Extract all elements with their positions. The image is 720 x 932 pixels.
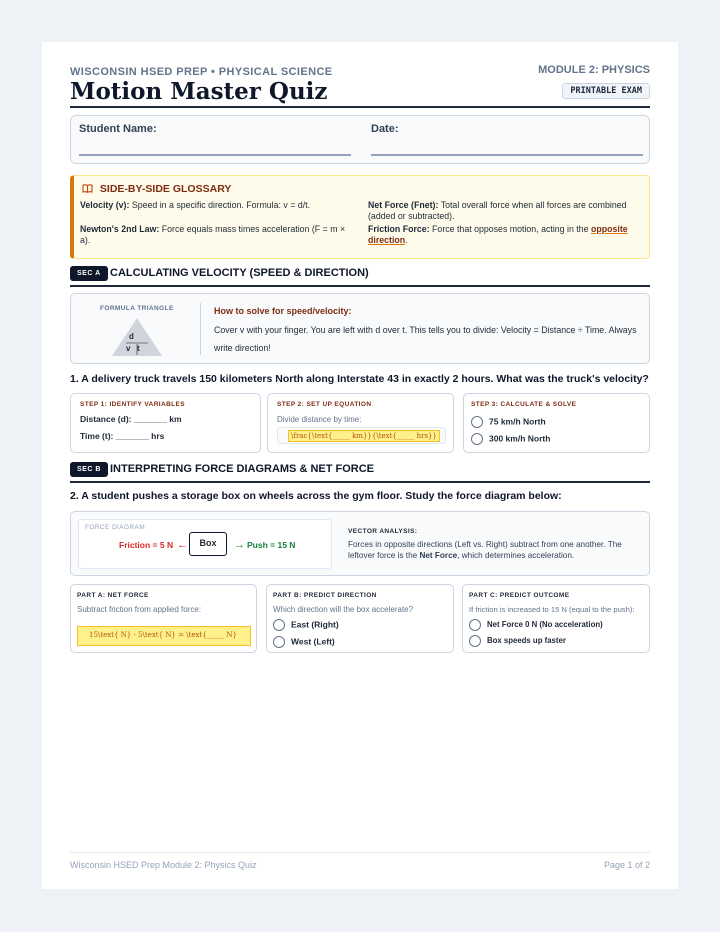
net-force-term: Net Force (Fnet): xyxy=(368,200,439,210)
part-a-title: PART A: NET FORCE xyxy=(77,592,149,599)
glossary-title: SIDE-BY-SIDE GLOSSARY xyxy=(99,183,232,195)
section-a-divider xyxy=(70,285,650,287)
option-label: East (Right) xyxy=(291,619,339,630)
student-info-box xyxy=(70,115,650,164)
option-75-kmh[interactable] xyxy=(471,416,546,428)
section-b-divider xyxy=(70,481,650,483)
friction-term: Friction Force: xyxy=(368,224,430,234)
section-a-header xyxy=(70,266,650,286)
step-2-hint: Divide distance by time: xyxy=(277,415,362,424)
time-field[interactable]: Time (t): _______ hrs xyxy=(80,431,165,441)
glossary-newton xyxy=(80,224,350,246)
section-a-tag: SEC A xyxy=(70,266,108,281)
module-label: MODULE 2: PHYSICS xyxy=(538,64,650,76)
option-label: West (Left) xyxy=(291,636,335,647)
box-object: Box xyxy=(189,532,227,556)
option-label: Net Force 0 N (No acceleration) xyxy=(487,620,603,630)
newton-definition: Force equals mass times acceleration (F = m × a). xyxy=(80,224,346,245)
glossary-friction xyxy=(368,224,646,246)
triangle-t: t xyxy=(137,344,140,353)
part-a-equation-box[interactable] xyxy=(77,626,251,646)
opposite-direction-link[interactable]: opposite direction xyxy=(368,224,628,245)
part-b-card xyxy=(266,584,454,653)
course-label: WISCONSIN HSED PREP • PHYSICAL SCIENCE xyxy=(70,66,333,78)
left-arrow-icon: ← xyxy=(177,539,188,551)
step-2-title: STEP 2: SET UP EQUATION xyxy=(277,401,372,408)
part-a-card xyxy=(70,584,257,653)
vector-text-2: , which determines acceleration. xyxy=(457,551,575,560)
step-1-title: STEP 1: IDENTIFY VARIABLES xyxy=(80,401,186,408)
step-2-card xyxy=(267,393,454,453)
radio-icon[interactable] xyxy=(469,635,481,647)
section-b-title: INTERPRETING FORCE DIAGRAMS & NET FORCE xyxy=(110,463,375,475)
friction-label: Friction = 5 N xyxy=(119,540,174,550)
part-b-hint: Which direction will the box accelerate? xyxy=(273,605,414,614)
page-number: Page 1 of 2 xyxy=(603,860,650,870)
velocity-equation: \frac{\text{_____ km}}{\text{_____ hrs}} xyxy=(288,430,440,442)
student-name-label: Student Name: xyxy=(79,123,157,135)
part-b-title: PART B: PREDICT DIRECTION xyxy=(273,592,377,599)
part-c-hint: If friction is increased to 15 N (equal to the push): xyxy=(469,605,635,614)
question-2: 2. A student pushes a storage box on wheels across the gym floor. Study the force diagram below: xyxy=(70,490,562,502)
section-b-tag: SEC B xyxy=(70,462,108,477)
option-label: 75 km/h North xyxy=(489,416,546,427)
date-field[interactable] xyxy=(371,154,643,156)
force-diagram-label: FORCE DIAGRAM xyxy=(85,524,146,531)
right-arrow-icon: → xyxy=(234,539,245,551)
vector-analysis-text xyxy=(348,539,643,561)
friction-definition: Force that opposes motion, acting in the xyxy=(432,224,589,234)
option-label: Box speeds up faster xyxy=(487,636,566,646)
part-c-title: PART C: PREDICT OUTCOME xyxy=(469,592,570,599)
step-3-card xyxy=(463,393,650,453)
radio-icon[interactable] xyxy=(471,416,483,428)
date-label: Date: xyxy=(371,123,399,135)
formula-box xyxy=(70,293,650,364)
page-title: Motion Master Quiz xyxy=(70,78,328,105)
student-name-field[interactable] xyxy=(79,154,351,156)
option-net-zero[interactable] xyxy=(469,619,603,631)
option-speeds-up[interactable] xyxy=(469,635,566,647)
distance-field[interactable]: Distance (d): _______ km xyxy=(80,414,182,424)
footer-divider xyxy=(70,852,650,853)
option-east[interactable] xyxy=(273,619,339,631)
howto-title: How to solve for speed/velocity: xyxy=(214,306,352,316)
newton-term: Newton's 2nd Law: xyxy=(80,224,160,234)
glossary-box xyxy=(70,175,650,259)
net-force-definition: Total overall force when all forces are combined (added or subtracted). xyxy=(368,200,627,221)
force-diagram-box xyxy=(70,511,650,576)
exam-page xyxy=(42,42,678,889)
section-a-title: CALCULATING VELOCITY (SPEED & DIRECTION) xyxy=(110,267,369,279)
option-label: 300 km/h North xyxy=(489,433,551,444)
glossary-heading xyxy=(82,183,231,195)
step-3-title: STEP 3: CALCULATE & SOLVE xyxy=(471,401,577,408)
velocity-definition: Speed in a specific direction. Formula: v = d/t. xyxy=(131,200,311,210)
step-2-equation-box[interactable] xyxy=(277,427,446,444)
net-force-emphasis: Net Force xyxy=(419,551,458,560)
howto-text: Cover v with your finger. You are left with d over t. This tells you to divide: Velocity = Distance ÷ Time. Always write direction! xyxy=(214,325,637,353)
net-force-equation: 15\text{ N} - 5\text{ N} = \text{_____ N} xyxy=(89,631,237,639)
formula-divider xyxy=(200,303,201,355)
force-diagram xyxy=(78,519,332,569)
option-300-kmh[interactable] xyxy=(471,433,550,445)
velocity-term: Velocity (v): xyxy=(80,200,130,210)
glossary-velocity xyxy=(80,200,350,211)
part-c-card xyxy=(462,584,650,653)
printable-badge: PRINTABLE EXAM xyxy=(562,83,650,99)
section-b-header xyxy=(70,462,650,482)
radio-icon[interactable] xyxy=(273,619,285,631)
vector-text-1: Forces in opposite directions (Left vs. Right) subtract from one another. The leftover force is the xyxy=(348,540,622,560)
question-1: 1. A delivery truck travels 150 kilometers North along Interstate 43 in exactly 2 hours. What was the truck's velocity? xyxy=(70,373,649,385)
formula-triangle-label: FORMULA TRIANGLE xyxy=(100,305,174,312)
header-divider xyxy=(70,106,650,108)
book-icon xyxy=(82,183,96,195)
glossary-net-force xyxy=(368,200,646,222)
radio-icon[interactable] xyxy=(469,619,481,631)
triangle-d: d xyxy=(129,332,134,341)
radio-icon[interactable] xyxy=(471,433,483,445)
step-1-card xyxy=(70,393,261,453)
friction-end: . xyxy=(405,235,408,245)
part-a-hint: Subtract friction from applied force: xyxy=(77,605,202,614)
radio-icon[interactable] xyxy=(273,636,285,648)
footer-left: Wisconsin HSED Prep Module 2: Physics Quiz xyxy=(70,860,257,870)
option-west[interactable] xyxy=(273,636,335,648)
push-label: Push = 15 N xyxy=(247,540,296,550)
triangle-v: v xyxy=(126,344,131,353)
vector-analysis-title: VECTOR ANALYSIS: xyxy=(348,528,418,535)
